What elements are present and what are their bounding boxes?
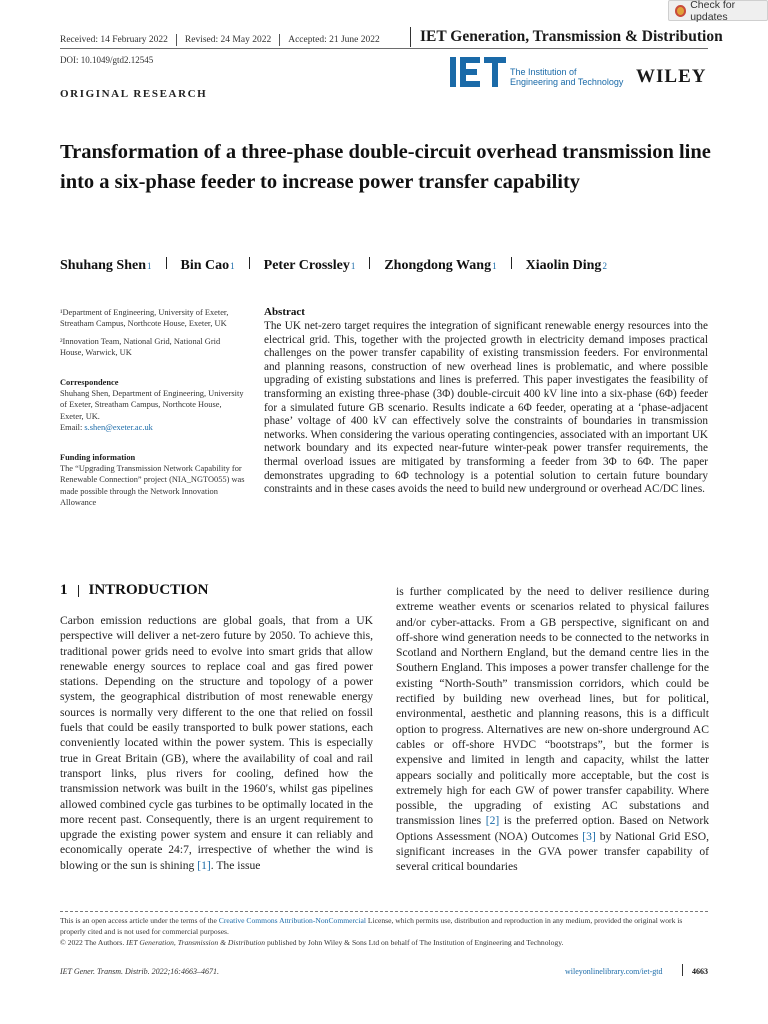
license-link[interactable]: Creative Commons Attribution-NonCommercial	[218, 916, 366, 925]
funding-text: The “Upgrading Transmission Network Capability for Renewable Connection” project (NIA_NGTO055) was made possible through the Network Innovation Allowance	[60, 464, 245, 507]
iet-name-line1: The Institution of	[510, 67, 577, 77]
footnote-rule	[60, 911, 708, 912]
author-name[interactable]: Xiaolin Ding	[525, 258, 602, 273]
author-divider	[369, 257, 370, 269]
journal-name: IET Generation, Transmission & Distribution	[420, 28, 723, 45]
correspondence-text: Shuhang Shen, Department of Engineering, University of Exeter, Streatham Campus, Northcote House, Exeter, UK.	[60, 389, 244, 421]
affiliation-mark[interactable]: 1	[350, 261, 356, 271]
intro-text: by National Grid ESO, significant increases in the GVA power transfer capability of several critical boundaries	[396, 829, 709, 874]
author-list	[60, 257, 607, 274]
citation-link[interactable]: [1]	[197, 858, 211, 872]
author-divider	[249, 257, 250, 269]
correspondence-block	[60, 377, 245, 433]
section-divider	[78, 585, 79, 597]
funding-heading: Funding information	[60, 453, 136, 462]
affiliation-mark[interactable]: 1	[147, 261, 152, 271]
intro-text: is the preferred option. Based on Network Options Assessment (NOA) Outcomes	[396, 814, 709, 843]
check-for-updates-button[interactable]	[668, 0, 768, 21]
author-name[interactable]: Zhongdong Wang	[384, 258, 492, 273]
page-number: 4663	[692, 967, 708, 976]
intro-text: is further complicated by the need to deliver resilience during extreme weather events or scenarios related to physical failures and/or cyber-attacks. From a GB perspective, significant on and off-shore wind generation needs to be connected to the networks in Scotland and Northern England, but the demand centre lies in the Southern England. This imposes a power transfer challenge for the existing “North-South” transmission corridors, which could be rectified by building new overhead lines, but for political, environmental, aesthetic and planning reasons, this is a difficult option to progress. Alternatives are new on-shore underground AC cables or off-shore HVDC “bootstraps”, but the former is expensive and limited in length and capacity, whilst the latter appears socially and politically more acceptable, but the cost is extremely high for each GW of power transfer capability. Where possible, the upgrading of existing AC substations and transmission lines	[396, 585, 709, 828]
paper-title: Transformation of a three-phase double-circuit overhead transmission line into a six-phase feeder to increase power transfer capability	[60, 141, 711, 193]
iet-name	[510, 67, 623, 87]
section-heading	[60, 582, 209, 599]
email-link[interactable]: s.shen@exeter.ac.uk	[84, 422, 153, 432]
journal-citation: IET Gener. Transm. Distrib. 2022;16:4663–4671.	[60, 967, 219, 976]
iet-name-line2: Engineering and Technology	[510, 77, 624, 87]
citation-link[interactable]: [3]	[582, 829, 596, 843]
date-divider	[176, 34, 177, 46]
affiliation-mark[interactable]: 1	[230, 261, 235, 271]
abstract-heading: Abstract	[264, 306, 305, 318]
doi: DOI: 10.1049/gtd2.12545	[60, 55, 154, 65]
author-name[interactable]: Bin Cao	[180, 258, 230, 273]
section-title: INTRODUCTION	[88, 582, 209, 598]
license-text: This is an open access article under the terms of the Creative Commons Attribution-NonCommercial License, which permits use, distribution and reproduction in any medium, provided the original work is properly cited and is not used for commercial purposes.	[60, 916, 683, 936]
intro-right-column	[396, 584, 709, 875]
correspondence-email-line	[60, 422, 245, 433]
article-dates	[60, 34, 380, 46]
affiliation-mark[interactable]: 1	[492, 261, 497, 271]
copyright-text: © 2022 The Authors. IET Generation, Transmission & Distribution published by John Wiley & Sons Ltd on behalf of The Institution of Engineering and Technology.	[60, 938, 564, 947]
correspondence-heading: Correspondence	[60, 378, 119, 387]
author-name[interactable]: Shuhang Shen	[60, 258, 147, 273]
intro-left-column	[60, 613, 373, 873]
crossmark-icon	[675, 5, 686, 17]
article-type: ORIGINAL RESEARCH	[60, 88, 208, 100]
license-notice	[60, 915, 708, 948]
accepted-date: Accepted: 21 June 2022	[288, 35, 380, 45]
svg-text:IET: IET	[450, 86, 452, 87]
revised-date: Revised: 24 May 2022	[184, 35, 272, 45]
affiliation-1: ¹Department of Engineering, University of Exeter, Streatham Campus, Northcote House, Exeter, UK	[60, 308, 229, 329]
abstract-text: The UK net-zero target requires the integration of significant renewable energy resources into the electrical grid. This, together with the projected growth in electricity demand imposes practical challenges on the power transfer capability of existing transmission feeders. For environmental and planning reasons, construction of new overhead lines is problematic, and where possible upgrading of existing substations and lines is preferred. This paper investigates the feasibility of transforming an existing three-phase (3Φ) double-circuit 400 kV line into a six-phase (6Φ) feeder for a simulated future GB scenario. Results indicate a 6Φ feeder, operating at a ‘phase-adjacent phase’ voltage of 400 kV can effectively solve the constraints of boundaries in transmission networks. When considering the various operating contingencies, associated with an important UK network boundary and its expected near-future winter-peak power transfer requirements, the thermal overload issues are mitigated by transforming a feeder from 3Φ to 6Φ. The paper demonstrates upgrading to 6Φ technology is a potential solution to certain future boundary constraints and in these cases avoids the need to build new underground or overhead AC/DC lines.	[264, 320, 708, 496]
citation-link[interactable]: [2]	[485, 814, 500, 828]
author-name[interactable]: Peter Crossley	[263, 258, 350, 273]
email-label: Email:	[60, 422, 85, 432]
intro-text: Carbon emission reductions are global goals, that from a UK perspective will deliver a net-zero future by 2050. To achieve this, traditional power grids need to evolve into smart grids that allow renewable energy sources to replace coal and gas fired power stations. Depending on the structure and topology of a power system, the geographical distribution of most renewable energy sources is normally very different to the one that relied on fossil fuels that could be easily transported to bulk power stations, each conveniently located within the power system. This is especially true in Great Britain (GB), where the availability of coal and rail transport links, plus rivers for cooling, defined how the transmission network was built in the 1960′s, whilst gas pipelines allowed combined cycle gas turbines to be optimally located in the more recent past. Consequently, there is an urgent requirement to upgrade the existing power system and ensure it can reliably and economically operate 24:7, irrespective of whether the wind is blowing or the sun is shining	[60, 614, 373, 872]
funding-block	[60, 452, 245, 508]
journal-url[interactable]: wileyonlinelibrary.com/iet-gtd	[565, 967, 663, 976]
affiliation-mark[interactable]: 2	[602, 261, 607, 271]
header-divider	[410, 27, 411, 47]
iet-logo	[450, 57, 506, 87]
wiley-logo: WILEY	[636, 66, 707, 87]
header-rule	[60, 48, 708, 49]
author-divider	[511, 257, 512, 269]
footer-divider	[682, 964, 683, 976]
section-number: 1	[60, 582, 68, 598]
date-divider	[279, 34, 280, 46]
intro-text: . The issue	[210, 858, 261, 872]
author-divider	[166, 257, 167, 269]
affiliation-2: ²Innovation Team, National Grid, National Grid House, Warwick, UK	[60, 337, 221, 358]
check-for-updates-label: Check for updates	[690, 0, 736, 23]
received-date: Received: 14 February 2022	[60, 35, 168, 45]
